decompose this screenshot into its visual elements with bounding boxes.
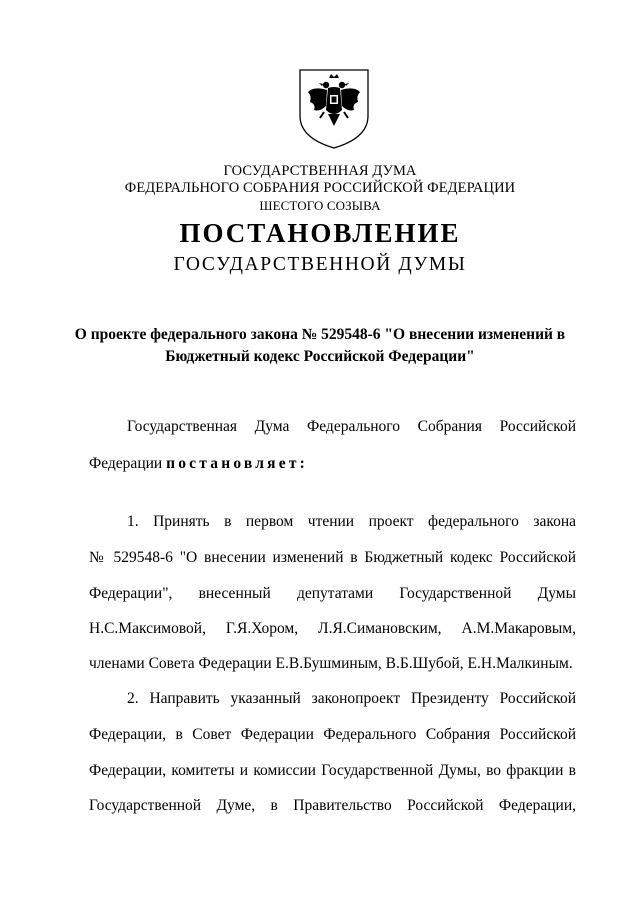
paragraph-2-line-3: Федерации, комитеты и комиссии Государственной Думы, во фракции в <box>89 762 576 779</box>
paragraph-1-line-5: членами Совета Федерации Е.В.Бушминым, В.Б.Шубой, Е.Н.Малкиным. <box>89 655 573 672</box>
document-subject <box>60 324 580 368</box>
intro-line-2 <box>89 455 576 473</box>
paragraph-1-line-4: Н.С.Максимовой, Г.Я.Хором, Л.Я.Симановским, А.М.Макаровым, <box>89 620 576 637</box>
paragraph-2-line-1: 2. Направить указанный законопроект Президенту Российской <box>127 690 576 707</box>
intro-prefix: Федерации <box>89 455 167 472</box>
russian-coat-of-arms-icon <box>298 68 370 150</box>
subject-line-2: Бюджетный кодекс Российской Федерации" <box>165 348 475 365</box>
resolves-word: постановляет: <box>166 455 308 472</box>
paragraph-1-line-1: 1. Принять в первом чтении проект федерального закона <box>127 513 576 530</box>
header-line-convocation: ШЕСТОГО СОЗЫВА <box>259 198 381 213</box>
subject-line-1: О проекте федерального закона № 529548-6 "О внесении изменений в <box>74 326 566 343</box>
document-subtitle: ГОСУДАРСТВЕННОЙ ДУМЫ <box>173 254 467 275</box>
paragraph-2-line-4: Государственной Думе, в Правительство Российской Федерации, <box>89 797 576 814</box>
header-line-assembly: ФЕДЕРАЛЬНОГО СОБРАНИЯ РОССИЙСКОЙ ФЕДЕРАЦИИ <box>124 180 516 196</box>
paragraph-1-line-2: № 529548-6 "О внесении изменений в Бюджетный кодекс Российской <box>89 549 576 566</box>
header-line-duma: ГОСУДАРСТВЕННАЯ ДУМА <box>223 163 417 179</box>
document-title: ПОСТАНОВЛЕНИЕ <box>179 218 461 248</box>
paragraph-1-line-3: Федерации", внесенный депутатами Государственной Думы <box>89 585 576 602</box>
intro-line-1: Государственная Дума Федерального Собрания Российской <box>127 418 576 435</box>
paragraph-2-line-2: Федерации, в Совет Федерации Федерального Собрания Российской <box>89 726 576 743</box>
